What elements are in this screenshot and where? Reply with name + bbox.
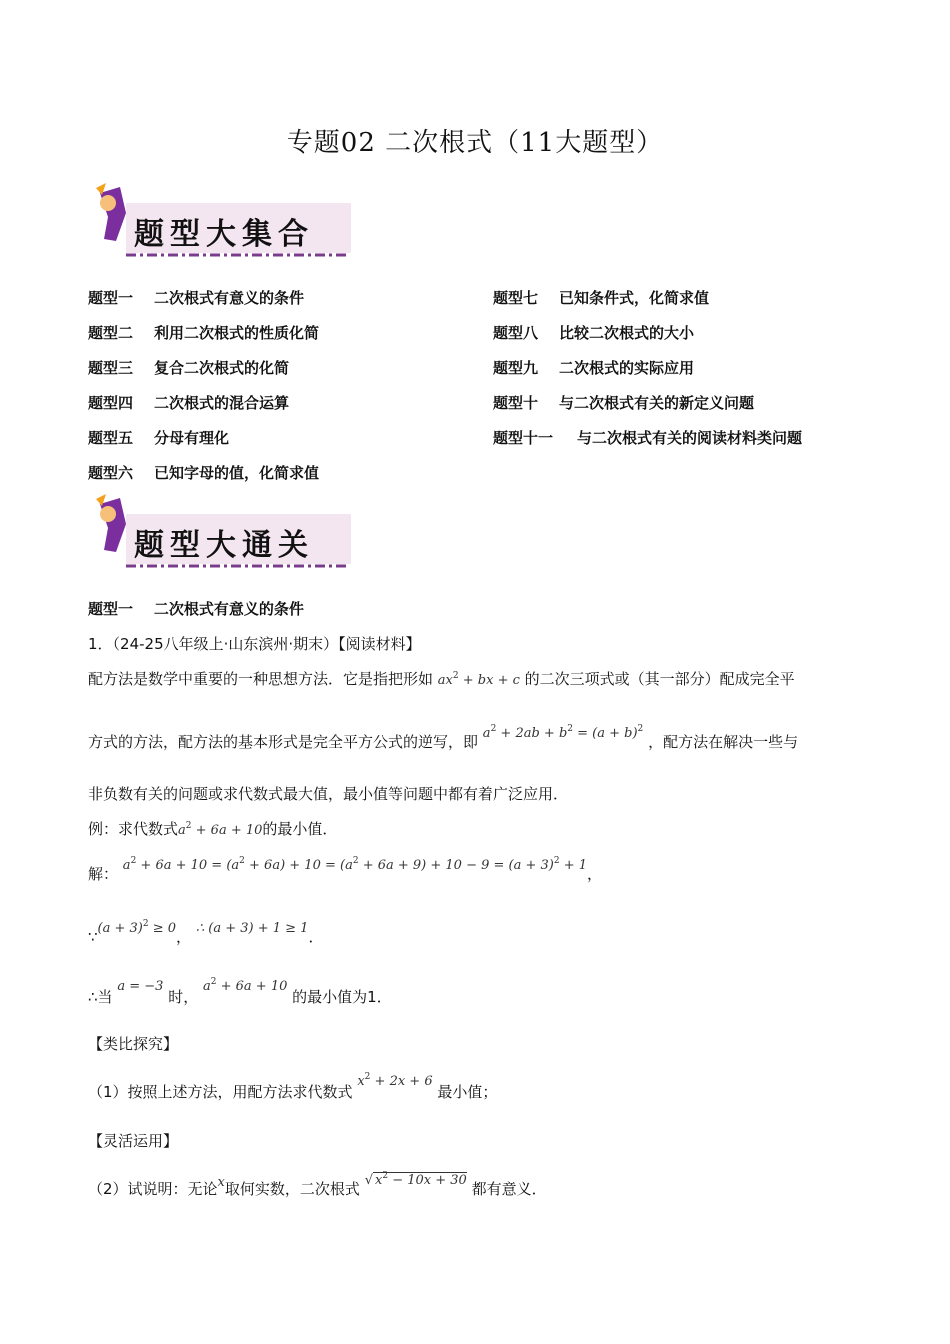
toc-item[interactable]: 题型九 二次根式的实际应用 [493,359,695,377]
therefore-line: ∴当 a = −3 时， $a^2 + 6a + 10$ 的最小值为1． [88,977,392,1006]
toc-item[interactable]: 题型六 已知字母的值，化简求值 [88,464,320,482]
banner-practice [86,494,356,576]
formula: √ $x^2 - 10x + 30$ [364,1171,467,1188]
paragraph-line: 非负数有关的问题或求代数式最大值，最小值等问题中都有着广泛应用． [88,785,569,803]
section-label: 【类比探究】 [88,1035,179,1053]
toc-item[interactable]: 题型七 已知条件式，化简求值 [493,289,710,307]
formula: $a^2 + 2ab + b^2 = (a + b)^2$ [482,724,644,741]
toc-item[interactable]: 题型八 比较二次根式的大小 [493,324,695,342]
paragraph-line: 方式的方法，配方法的基本形式是完全平方公式的逆写，即 $a^2 + 2ab + b^2 = (a + b)^2$ ，配方法在解决一些与 [88,724,799,751]
toc-left [88,287,319,497]
toc-item[interactable]: 题型十 与二次根式有关的新定义问题 [493,394,755,412]
paragraph-line: 配方法是数学中重要的一种思想方法．它是指把形如 $ax^2$ + bx + c 的二次三项式或（其一部分）配成完全平 [88,670,795,688]
toc-item[interactable]: 题型五 分母有理化 [88,429,230,447]
formula: $(a + 3)^2 \ge 0$ [97,919,177,936]
banner-title: 题型大集合 [134,217,314,252]
because-symbol: ∵ [88,928,98,946]
formula: $a^2 + 6a + 10$ [178,821,263,838]
banner-title: 题型大通关 [134,528,314,563]
toc-right [493,287,802,462]
formula: ∴ (a + 3) + 1 ≥ 1 [195,921,309,936]
formula: $x^2 + 2x + 6$ [357,1072,433,1089]
toc-item[interactable]: 题型四 二次根式的混合运算 [88,394,290,412]
formula: $a^2 + 6a + 10 = (a^2 + 6a) + 10 = (a^2 + 6a + 9) + 10 - 9 = (a + 3)^2 + 1$ [122,856,588,873]
question-header: 1．（24-25八年级上·山东滨州·期末）【阅读材料】 [88,635,421,653]
page-title: 专题02 二次根式（11大题型） [286,128,664,158]
question-part-2: （2）试说明：无论x取何实数，二次根式 √ $x^2 - 10x + 30$ 都有意义． [88,1171,547,1198]
toc-item[interactable]: 题型一 二次根式有意义的条件 [88,289,305,307]
formula: a = −3 [117,979,164,994]
section-heading: 题型一 二次根式有意义的条件 [88,600,304,618]
banner-question-types [86,183,356,265]
because-line: ∵(a + 3)$^2$ ≥ 0， ∴ (a + 3) + 1 ≥ 1． [88,919,324,946]
question-part-1: （1）按照上述方法，用配方法求代数式 $x^2 + 2x + 6$ 最小值； [88,1072,498,1101]
toc-item[interactable]: 题型二 利用二次根式的性质化简 [88,324,320,342]
toc-item[interactable]: 题型十一 与二次根式有关的阅读材料类问题 [493,429,803,447]
formula: $ax^2$ + bx + c [437,671,520,688]
formula: $a^2 + 6a + 10$ [203,977,288,994]
example-line: 例：求代数式$a^2 + 6a + 10$的最小值． [88,820,338,838]
section-label: 【灵活运用】 [88,1132,179,1150]
formula: x [217,1175,225,1190]
toc-item[interactable]: 题型三 复合二次根式的化简 [88,359,290,377]
therefore-symbol: ∴ [88,988,98,1006]
solution-line: 解： $a^2 + 6a + 10 = (a^2 + 6a) + 10 = (a^2 + 6a + 9) + 10 - 9 = (a + 3)^2 + 1$， [88,856,603,883]
